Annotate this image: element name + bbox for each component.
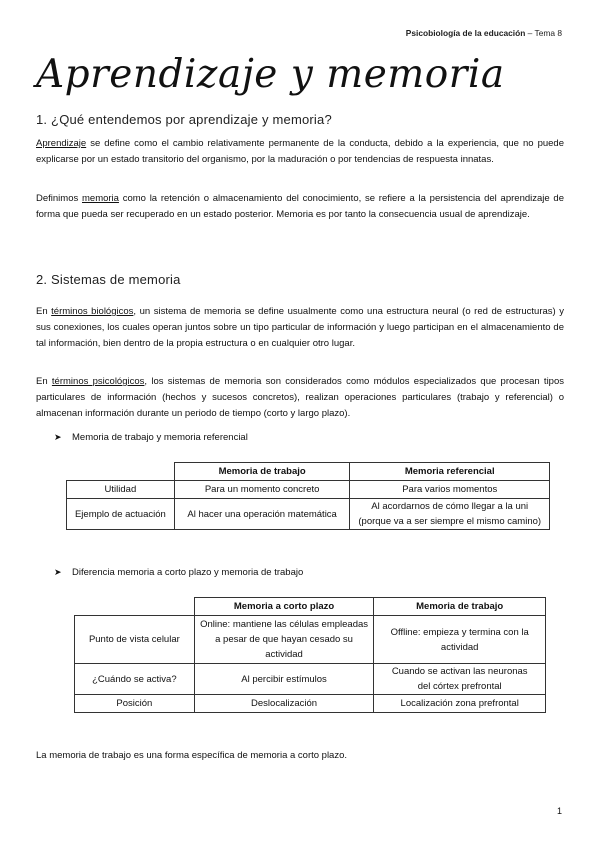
section1-p2-text: como la retención o almacenamiento del conocimiento, se refiere a la persistencia del aprendizaje de forma que pueda ser recuperado en un estado posterior. Memoria es por tanto la consecuencia usual de aprendizaje. [36,193,564,220]
section1-paragraph2 [36,191,564,223]
table-row [75,616,546,664]
table2-row-label: Posición [75,695,195,713]
bullet1-text: Memoria de trabajo y memoria referencial [72,432,248,443]
section2-paragraph2 [36,374,564,422]
table1-cell: Para un momento concreto [174,481,350,499]
section2-p1-text: , un sistema de memoria se define usualmente como una estructura neural (o red de estructuras) y sus conexiones, los cuales operan juntos sobre un tipo particular de información y luego participan en el almacenamiento de tal información, bien dentro de la propia estructura o en cualquier otro lugar. [36,306,564,349]
arrow-bullet-icon: ➤ [54,432,62,442]
table-row [67,463,550,481]
table2-cell: Online: mantiene las células empleadas a pesar de que hayan cesado su actividad [194,616,374,664]
table2-cell: Al percibir estímulos [194,664,374,695]
table-row [75,695,546,713]
table2-cell: Cuando se activan las neuronas del córtex prefrontal [374,664,546,695]
table-corto-plazo-trabajo [74,597,546,713]
term-biologicos: términos biológicos [51,306,134,317]
table1-cell: Al hacer una operación matemática [174,499,350,530]
bullet-corto-plazo-trabajo [54,567,303,578]
table-row [67,481,550,499]
section2-paragraph1 [36,304,564,352]
header-subject: Psicobiología de la educación [405,28,526,38]
section1-heading: 1. ¿Qué entendemos por aprendizaje y memoria? [36,112,332,127]
arrow-bullet-icon: ➤ [54,567,62,577]
document-title: Aprendizaje y memoria [36,52,505,97]
table-corner [75,598,195,616]
table2-cell: Deslocalización [194,695,374,713]
table1-cell: Para varios momentos [350,481,550,499]
term-aprendizaje: Aprendizaje [36,138,87,149]
table1-row-label: Ejemplo de actuación [67,499,175,530]
section1-p2-pre: Definimos [36,193,82,204]
table-row [75,664,546,695]
page-header [406,28,562,38]
table2-cell: Localización zona prefrontal [374,695,546,713]
table2-header-trabajo: Memoria de trabajo [374,598,546,616]
table2-cell: Offline: empieza y termina con la actividad [374,616,546,664]
section2-p2-pre: En [36,376,52,387]
page-number: 1 [556,806,562,816]
section1-p1-text: se define como el cambio relativamente permanente de la conducta, debido a la experiencia, que no puede explicarse por un estado transitorio del organismo, por la maduración o por tendencias de respuesta innatas. [36,138,564,165]
table2-header-corto-plazo: Memoria a corto plazo [194,598,374,616]
table2-row-label: ¿Cuándo se activa? [75,664,195,695]
header-separator: – [525,28,535,38]
table-corner [67,463,175,481]
closing-sentence: La memoria de trabajo es una forma específica de memoria a corto plazo. [36,750,348,761]
table1-header-referencial: Memoria referencial [350,463,550,481]
table-trabajo-referencial [66,462,550,530]
table-row [75,598,546,616]
term-memoria: memoria [82,193,119,204]
bullet-trabajo-referencial [54,432,248,443]
bullet2-text: Diferencia memoria a corto plazo y memoria de trabajo [72,567,304,578]
header-topic: Tema 8 [534,28,562,38]
section2-heading: 2. Sistemas de memoria [36,272,181,287]
section1-paragraph1 [36,136,564,168]
section2-p1-pre: En [36,306,52,317]
table1-cell: Al acordarnos de cómo llegar a la uni (porque va a ser siempre el mismo camino) [350,499,550,530]
table2-row-label: Punto de vista celular [75,616,195,664]
term-psicologicos: términos psicológicos [51,376,145,387]
table-row [67,499,550,530]
table1-header-trabajo: Memoria de trabajo [174,463,350,481]
table1-row-label: Utilidad [67,481,175,499]
section2-p2-text: , los sistemas de memoria son considerados como módulos especializados que procesan tipos particulares de información (hechos y sucesos concretos), realizan operaciones particulares (trabajo y referencial) o almacenan información durante un periodo de tiempo (corto y largo plazo). [36,376,565,419]
